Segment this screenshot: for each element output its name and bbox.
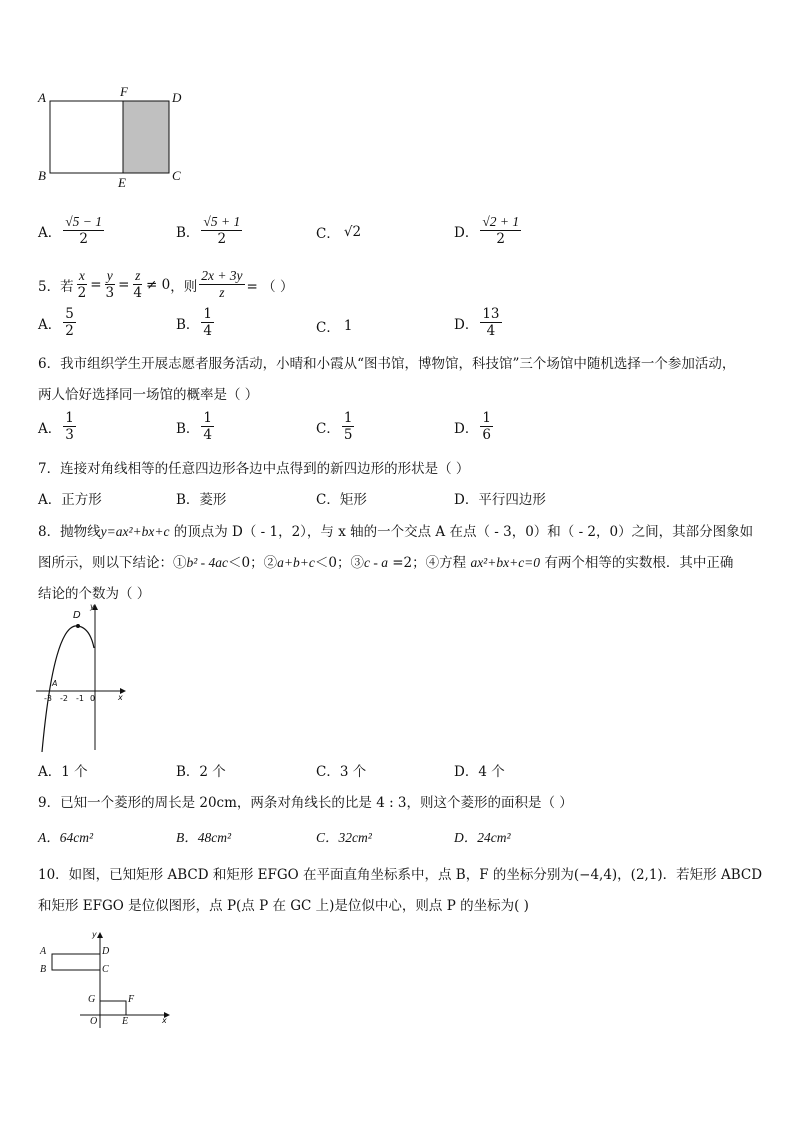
q9-stem: 9．已知一个菱形的周长是 20cm，两条对角线长的比是 4 : 3，则这个菱形的面积是（ ） [38, 795, 573, 811]
q7-option-a: A．正方形 [38, 492, 102, 508]
q7-option-b: B．菱形 [176, 492, 227, 508]
label-x: x [162, 1016, 167, 1025]
vertex-point [76, 624, 80, 628]
q5-stem: 5．若 $\frac{x}{2}$ = $\frac{y}{3}$ = $\frac{z}{4}$ ≠ 0 ，则 $\frac{2x + 3y}{z}$ = （ ） [38, 268, 294, 301]
q6-option-b: B． $\frac{1}{4}$ [176, 410, 213, 443]
rectangle-diagram [30, 82, 190, 192]
q7-option-c: C．矩形 [316, 492, 367, 508]
rect-efgo [100, 1001, 126, 1015]
label-F: F [128, 994, 135, 1005]
label-A: A [40, 946, 47, 957]
q8-option-c: C．3 个 [316, 764, 367, 780]
q8-option-b: B．2 个 [176, 764, 226, 780]
q4-option-b: B． $\frac{√5 + 1}{2}$ [176, 214, 241, 247]
q7-stem: 7．连接对角线相等的任意四边形各边中点得到的新四边形的形状是（ ） [38, 461, 470, 477]
q5-option-c: C． 1 [316, 318, 353, 336]
coordinate-svg [36, 928, 176, 1032]
tick-label: -2 [60, 694, 68, 703]
q10-line2: 和矩形 EFGO 是位似图形，点 P(点 P 在 GC 上)是位似中心，则点 P 的坐标为( ) [38, 898, 529, 914]
label-y: y [92, 930, 97, 939]
label-A: A [38, 90, 46, 105]
q8-line2: 图所示，则以下结论：①b² - 4ac＜0；②a+b+c＜0；③c - a =2；④方程 ax²+bx+c=0 有两个相等的实数根．其中正确 [38, 555, 734, 571]
q6-option-c: C． $\frac{1}{5}$ [316, 410, 353, 443]
q6-option-a: A． $\frac{1}{3}$ [38, 410, 74, 443]
q4-option-c: C． √2 [316, 224, 362, 242]
q10-coordinate-figure [36, 928, 176, 1032]
q4-option-d: D． $\frac{√2 + 1}{2}$ [454, 214, 520, 247]
label-O: O [90, 1016, 98, 1027]
label-D: D [102, 946, 110, 957]
rect-abcd [52, 954, 100, 970]
q8-option-d: D．4 个 [454, 764, 505, 780]
q8-parabola-graph [34, 602, 134, 754]
shaded-region-fdce [123, 101, 169, 173]
label-x-axis: x [118, 693, 123, 702]
parabola-svg [34, 602, 134, 754]
q9-option-d: D．24cm² [454, 830, 511, 845]
q9-option-b: B．48cm² [176, 830, 232, 845]
tick-label: 0 [90, 694, 96, 703]
label-B: B [40, 964, 47, 975]
q4-option-a: A． $\frac{√5 - 1}{2}$ [38, 214, 103, 247]
q6-option-d: D． $\frac{1}{6}$ [454, 410, 491, 443]
label-E: E [122, 1016, 129, 1027]
q5-option-a: A． $\frac{5}{2}$ [38, 306, 74, 339]
q8-line1: 8．抛物线y=ax²+bx+c 的顶点为 D（ - 1，2），与 x 轴的一个交点 A 在点（ - 3，0）和（ - 2，0）之间，其部分图象如 [38, 524, 754, 540]
label-B: B [38, 168, 46, 183]
q8-line3: 结论的个数为（ ） [38, 586, 151, 602]
parabola-curve [42, 626, 94, 752]
label-F: F [120, 84, 128, 99]
label-C: C [172, 168, 181, 183]
q9-option-a: A．64cm² [38, 830, 94, 845]
y-axis-arrow [97, 932, 103, 938]
q8-option-a: A．1 个 [38, 764, 88, 780]
q9-option-c: C．32cm² [316, 830, 372, 845]
q5-option-d: D． $\frac{13}{4}$ [454, 306, 500, 339]
label-y-axis: y [90, 602, 95, 611]
tick-label: -3 [44, 694, 52, 703]
q7-option-d: D．平行四边形 [454, 492, 546, 508]
label-G: G [88, 994, 96, 1005]
figure-rectangle-abcd [30, 82, 190, 192]
tick-label: -1 [76, 694, 84, 703]
label-vertex-D: D [73, 610, 81, 621]
q6-line2: 两人恰好选择同一场馆的概率是（ ） [38, 387, 259, 403]
label-C: C [102, 964, 109, 975]
label-point-A: A [52, 679, 58, 688]
label-D: D [172, 90, 182, 105]
q6-line1: 6．我市组织学生开展志愿者服务活动，小晴和小霞从“图书馆，博物馆，科技馆”三个场馆中随机选择一个参加活动， [38, 356, 736, 372]
q5-option-b: B． $\frac{1}{4}$ [176, 306, 213, 339]
label-E: E [118, 175, 126, 190]
q10-line1: 10．如图，已知矩形 ABCD 和矩形 EFGO 在平面直角坐标系中，点 B，F 的坐标分别为(−4,4)，(2,1)．若矩形 ABCD [38, 867, 763, 883]
